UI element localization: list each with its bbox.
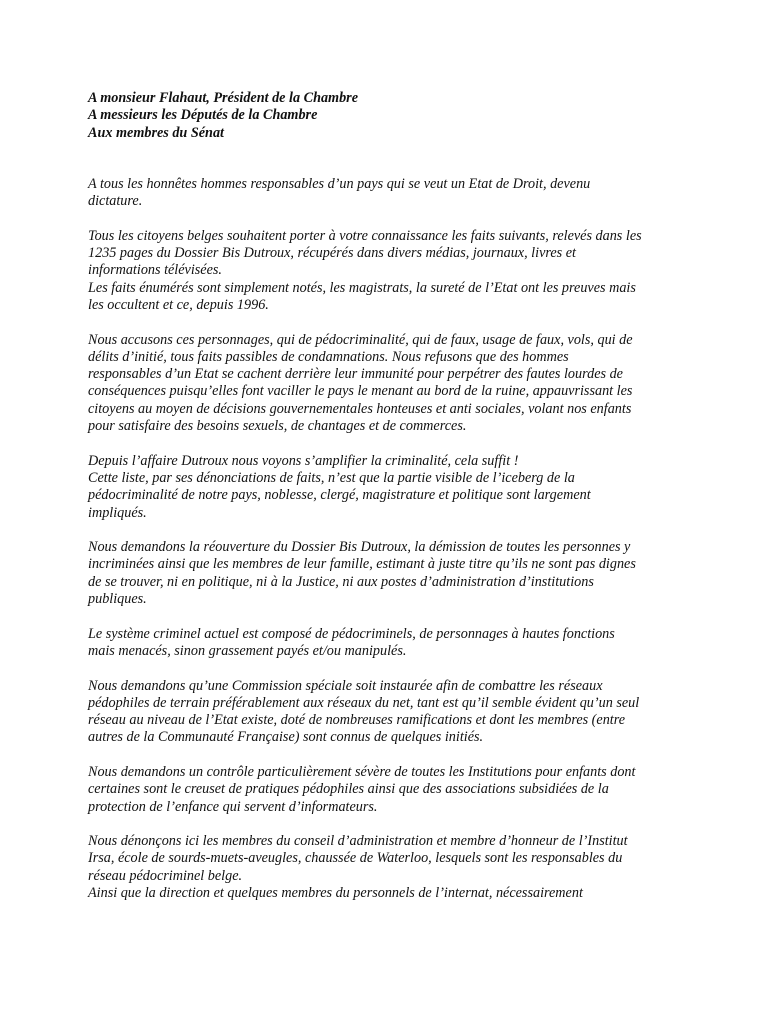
paragraph (88, 764, 688, 816)
address-line: A messieurs les Députés de la Chambre (88, 107, 318, 124)
text-line: les occultent et ce, depuis 1996. (88, 296, 269, 313)
text-line: Depuis l’affaire Dutroux nous voyons s’amplifier la criminalité, cela suffit ! (88, 452, 519, 469)
text-line: protection de l’enfance qui servent d’informateurs. (88, 798, 378, 815)
text-line: pédocriminalité de notre pays, noblesse, clergé, magistrature et politique sont largement (88, 487, 591, 504)
text-line: impliqués. (88, 504, 147, 521)
text-line: responsables d’un Etat se cachent derrière leur immunité pour perpétrer des fautes lourdes de (88, 366, 623, 383)
text-line: réseau au niveau de l’Etat existe, doté de nombreuses ramifications et dont les membres (entre (88, 712, 626, 729)
text-line: Nous accusons ces personnages, qui de pédocriminalité, qui de faux, usage de faux, vols, qui de (88, 331, 633, 348)
paragraph (88, 176, 688, 211)
text-line: pour satisfaire des besoins sexuels, de chantages et de commerces. (88, 418, 467, 435)
paragraph (88, 228, 688, 314)
paragraph (88, 539, 688, 608)
text-line: de se trouver, ni en politique, ni à la Justice, ni aux postes d’administration d’institutions (88, 573, 594, 590)
paragraph (88, 678, 688, 747)
address-line: Aux membres du Sénat (88, 124, 224, 141)
text-line: incriminées ainsi que les membres de leur famille, estimant à juste titre qu’ils ne sont pas dignes (88, 556, 636, 573)
text-line: Le système criminel actuel est composé de pédocriminels, de personnages à hautes fonctions (88, 625, 615, 642)
text-line: dictature. (88, 193, 143, 210)
letter-body (88, 176, 688, 902)
text-line: Irsa, école de sourds-muets-aveugles, chaussée de Waterloo, lesquels sont les responsables du (88, 850, 623, 867)
text-line: Cette liste, par ses dénonciations de faits, n’est que la partie visible de l’iceberg de la (88, 469, 575, 486)
text-line: A tous les honnêtes hommes responsables d’un pays qui se veut un Etat de Droit, devenu (88, 175, 591, 192)
text-line: conséquences puisqu’elles font vaciller le pays le menant au bord de la ruine, appauvrissant les (88, 383, 633, 400)
text-line: Les faits énumérés sont simplement notés, les magistrats, la sureté de l’Etat ont les preuves mais (88, 279, 636, 296)
text-line: informations télévisées. (88, 262, 222, 279)
text-line: Nous demandons la réouverture du Dossier Bis Dutroux, la démission de toutes les personnes y (88, 539, 631, 556)
text-line: délits d’initié, tous faits passibles de condamnations. Nous refusons que des hommes (88, 348, 569, 365)
text-line: Nous dénonçons ici les membres du conseil d’administration et membre d’honneur de l’Institut (88, 833, 628, 850)
text-line: Nous demandons un contrôle particulièrement sévère de toutes les Institutions pour enfants dont (88, 763, 636, 780)
text-line: certaines sont le creuset de pratiques pédophiles ainsi que des associations subsidiées de la (88, 781, 609, 798)
address-line: A monsieur Flahaut, Président de la Chambre (88, 90, 359, 106)
paragraph (88, 453, 688, 522)
text-line: Tous les citoyens belges souhaitent porter à votre connaissance les faits suivants, relevés dans les (88, 227, 642, 244)
text-line: Ainsi que la direction et quelques membres du personnels de l’internat, nécessairement (88, 885, 583, 902)
text-line: autres de la Communauté Française) sont connus de quelques initiés. (88, 729, 484, 746)
paragraph (88, 626, 688, 661)
text-line: pédophiles de terrain préférablement aux réseaux du net, tant est qu’il semble évident qu’un seul (88, 694, 640, 711)
text-line: 1235 pages du Dossier Bis Dutroux, récupérés dans divers médias, journaux, livres et (88, 245, 576, 262)
paragraph (88, 332, 688, 436)
letter-page (88, 90, 688, 920)
text-line: citoyens au moyen de décisions gouvernementales honteuses et anti sociales, volant nos enfants (88, 400, 632, 417)
text-line: mais menacés, sinon grassement payés et/ou manipulés. (88, 642, 407, 659)
paragraph (88, 833, 688, 902)
text-line: publiques. (88, 591, 147, 608)
text-line: réseau pédocriminel belge. (88, 867, 243, 884)
address-block (88, 90, 688, 142)
text-line: Nous demandons qu’une Commission spéciale soit instaurée afin de combattre les réseaux (88, 677, 603, 694)
